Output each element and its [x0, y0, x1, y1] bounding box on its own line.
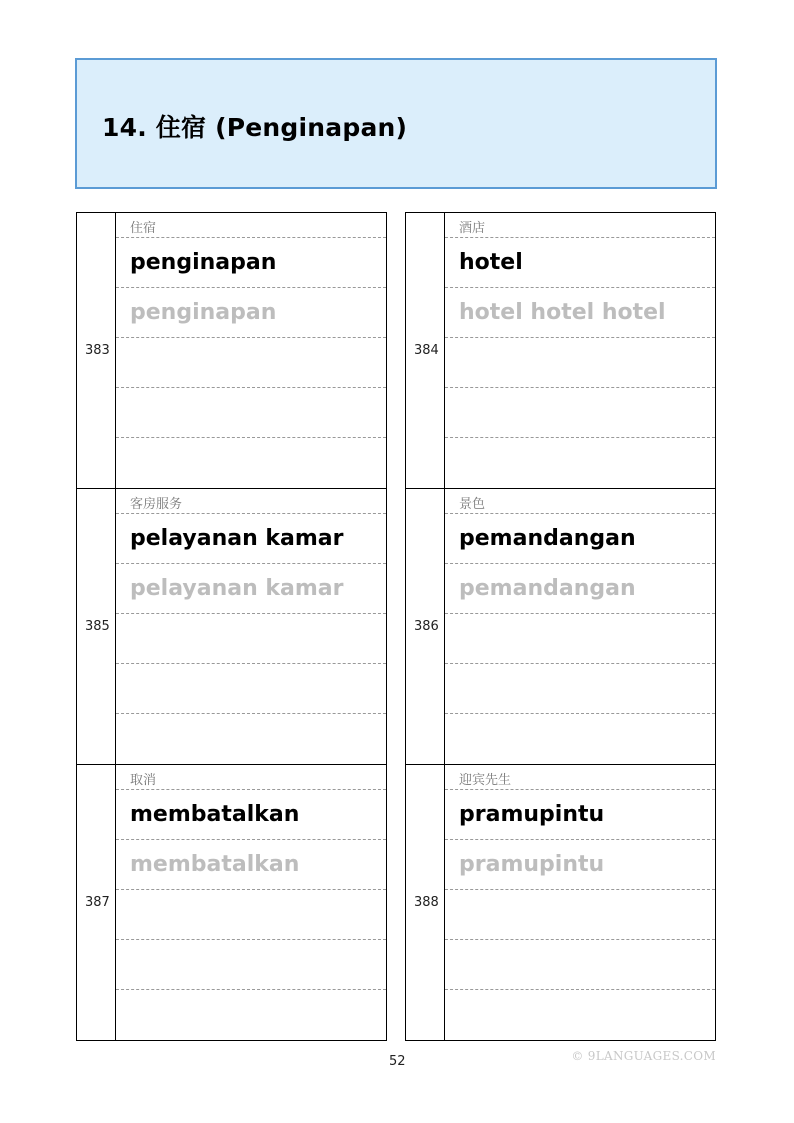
chinese-meaning: 迎宾先生 [459, 773, 512, 788]
chinese-meaning: 景色 [459, 497, 486, 512]
entry-number: 384 [414, 343, 439, 358]
word-row [445, 514, 715, 564]
page-number: 52 [389, 1054, 406, 1069]
indonesian-word: pramupintu [459, 802, 605, 827]
trace-word: penginapan [130, 300, 277, 325]
trace-row [116, 288, 386, 338]
writing-line [445, 338, 715, 388]
writing-line [116, 890, 386, 940]
trace-row [445, 564, 715, 614]
chinese-meaning: 客房服务 [130, 497, 183, 512]
meaning-row [445, 213, 715, 238]
word-row [445, 790, 715, 840]
indonesian-word: membatalkan [130, 802, 300, 827]
meaning-row [445, 489, 715, 514]
vocab-card-386 [405, 488, 716, 764]
word-row [116, 238, 386, 288]
indonesian-word: pelayanan kamar [130, 526, 344, 551]
writing-line [116, 714, 386, 764]
entry-number: 383 [85, 343, 110, 358]
writing-line [445, 990, 715, 1040]
entry-number: 388 [414, 895, 439, 910]
writing-line [116, 614, 386, 664]
writing-line [445, 614, 715, 664]
entry-number-column [406, 213, 445, 488]
chinese-meaning: 酒店 [459, 221, 486, 236]
section-title-indonesian: (Penginapan) [215, 113, 408, 142]
indonesian-word: hotel [459, 250, 523, 275]
trace-word: pemandangan [459, 576, 636, 601]
entry-number-column [77, 765, 116, 1040]
trace-word: membatalkan [130, 852, 300, 877]
trace-word: hotel hotel hotel [459, 300, 666, 325]
word-row [116, 514, 386, 564]
writing-line [445, 664, 715, 714]
vocab-card-384 [405, 212, 716, 488]
writing-line [116, 438, 386, 488]
vocab-card-387 [76, 764, 387, 1041]
trace-row [445, 840, 715, 890]
entry-number: 385 [85, 619, 110, 634]
chinese-meaning: 取消 [130, 773, 157, 788]
writing-line [116, 940, 386, 990]
writing-line [116, 388, 386, 438]
indonesian-word: penginapan [130, 250, 277, 275]
writing-line [445, 438, 715, 488]
writing-line [445, 940, 715, 990]
writing-line [445, 890, 715, 940]
entry-number-column [77, 489, 116, 764]
vocab-card-383 [76, 212, 387, 488]
entry-number: 386 [414, 619, 439, 634]
writing-line [116, 990, 386, 1040]
indonesian-word: pemandangan [459, 526, 636, 551]
entry-number: 387 [85, 895, 110, 910]
entry-number-column [406, 765, 445, 1040]
meaning-row [116, 213, 386, 238]
entry-number-column [406, 489, 445, 764]
chinese-meaning: 住宿 [130, 221, 157, 236]
section-title [102, 108, 407, 144]
meaning-row [116, 489, 386, 514]
section-title-chinese: 住宿 [155, 113, 207, 142]
writing-line [445, 388, 715, 438]
entry-number-column [77, 213, 116, 488]
word-row [445, 238, 715, 288]
vocab-card-388 [405, 764, 716, 1041]
trace-row [116, 564, 386, 614]
meaning-row [116, 765, 386, 790]
trace-row [445, 288, 715, 338]
meaning-row [445, 765, 715, 790]
trace-word: pelayanan kamar [130, 576, 344, 601]
writing-line [116, 338, 386, 388]
writing-line [445, 714, 715, 764]
word-row [116, 790, 386, 840]
trace-word: pramupintu [459, 852, 605, 877]
trace-row [116, 840, 386, 890]
vocab-card-385 [76, 488, 387, 764]
copyright-notice: © 9LANGUAGES.COM [571, 1049, 716, 1063]
section-header [75, 58, 717, 189]
writing-line [116, 664, 386, 714]
section-number: 14. [102, 113, 147, 142]
